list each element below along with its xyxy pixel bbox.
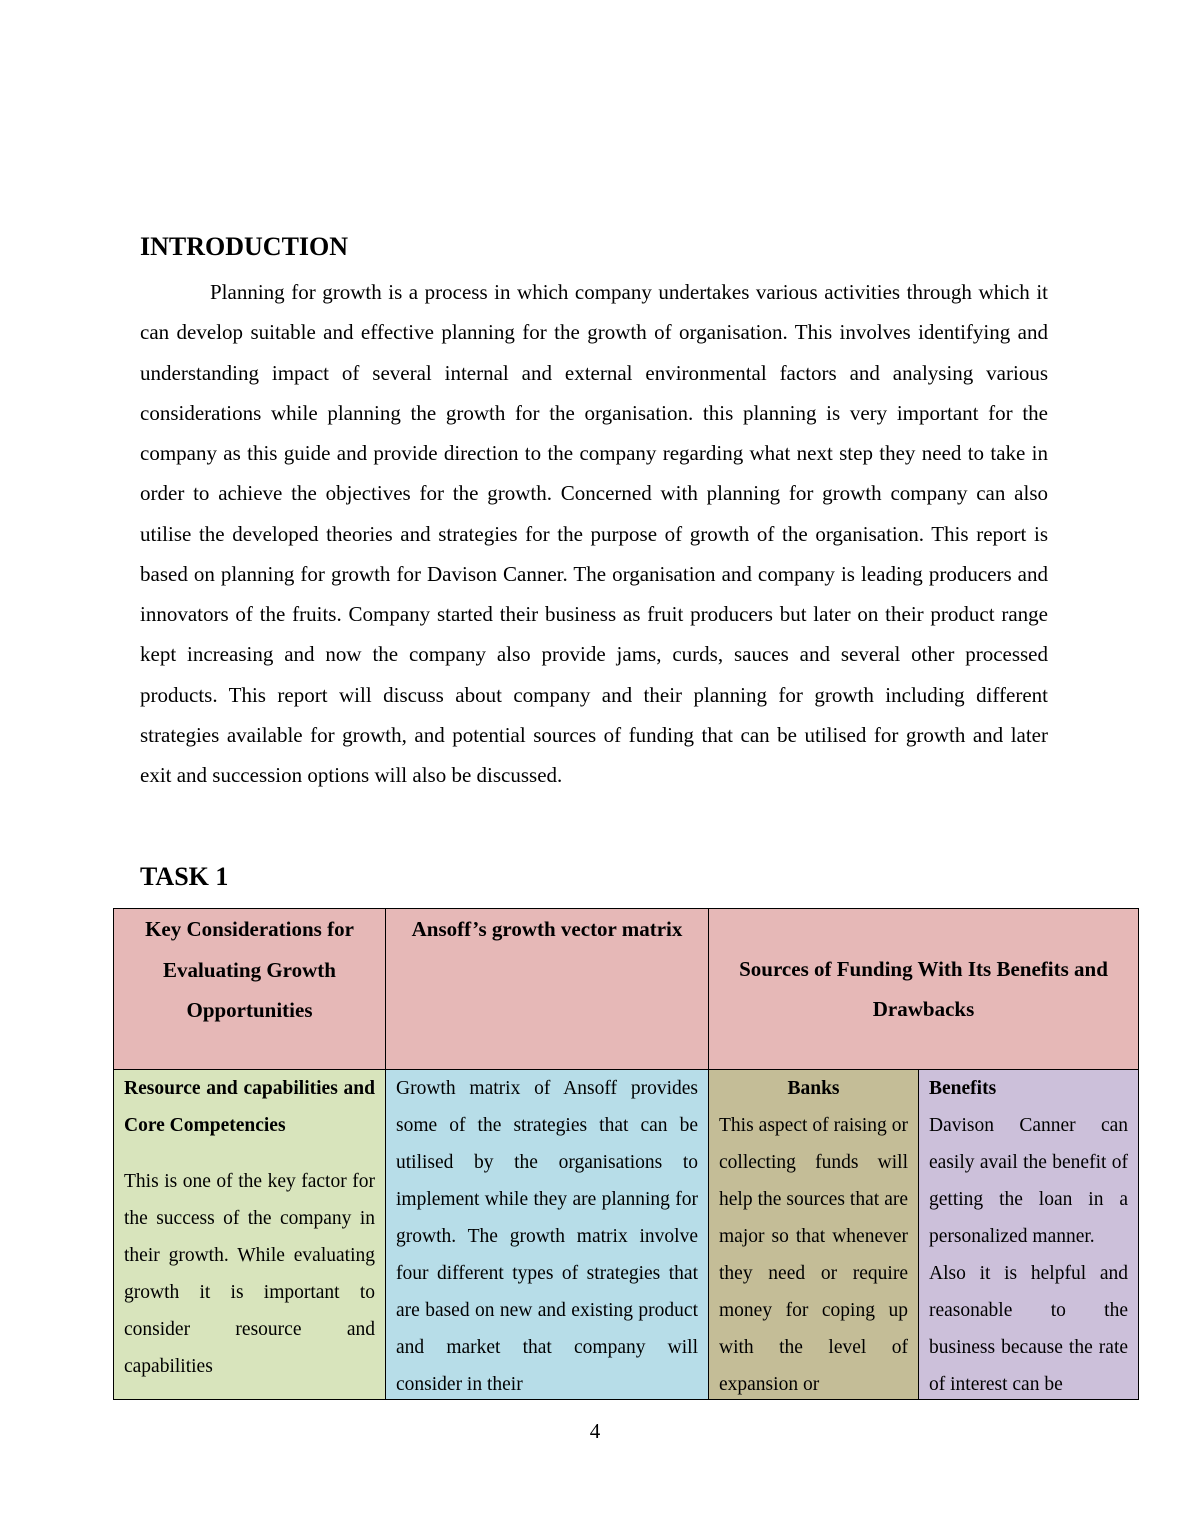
introduction-paragraph: Planning for growth is a process in which company undertakes various activities through which it can develop suitable and effective planning for the growth of organisation. This involves identifying and understanding impact of several internal and external environmental factors and analysing various considerations while planning the growth for the organisation. this planning is very important for the company as this guide and provide direction to the company regarding what next step they need to take in order to achieve the objectives for the growth. Concerned with planning for growth company can also utilise the developed theories and strategies for the purpose of growth of the organisation. This report is based on planning for growth for Davison Canner. The organisation and company is leading producers and innovators of the fruits. Company started their business as fruit producers but later on their product range kept increasing and now the company also provide jams, curds, sauces and several other processed products. This report will discuss about company and their planning for growth including different strategies available for growth, and potential sources of funding that can be utilised for growth and later exit and succession options will also be discussed.	[140, 280, 1048, 787]
page-number: 4	[589, 1419, 601, 1443]
header-key-considerations: Key Considerations for Evaluating Growth Opportunities	[114, 909, 386, 1070]
header-sources-of-funding: Sources of Funding With Its Benefits and Drawbacks	[709, 909, 1139, 1070]
cell-key-considerations	[114, 1070, 386, 1400]
benefits-text-2: Also it is helpful and reasonable to the business because the rate of interest can be	[929, 1263, 1129, 1395]
benefits-title: Benefits	[929, 1078, 997, 1099]
header-ansoff-matrix: Ansoff’s growth vector matrix	[386, 909, 709, 1070]
resource-capabilities-text: This is one of the key factor for the success of the company in their growth. While evaluating growth it is important to consider resource and capabilities	[124, 1171, 375, 1377]
cell-banks	[709, 1070, 919, 1400]
introduction-heading: INTRODUCTION	[140, 232, 349, 261]
table-header-row	[114, 909, 1139, 1070]
banks-text: This aspect of raising or collecting funds will help the sources that are major so that whenever they need or require money for coping up with the level of expansion or	[719, 1115, 908, 1395]
resource-capabilities-title: Resource and capabilities and Core Competencies	[124, 1078, 375, 1136]
cell-ansoff-matrix	[386, 1070, 709, 1400]
table-row	[114, 1070, 1139, 1400]
banks-title: Banks	[787, 1078, 840, 1099]
task-1-heading: TASK 1	[140, 862, 229, 891]
cell-benefits	[919, 1070, 1139, 1400]
ansoff-matrix-text: Growth matrix of Ansoff provides some of the strategies that can be utilised by the organisations to implement while they are planning for growth. The growth matrix involve four different types of strategies that are based on new and existing product and market that company will consider in their	[396, 1078, 698, 1395]
task-1-table	[113, 908, 1139, 1400]
benefits-text-1: Davison Canner can easily avail the benefit of getting the loan in a personalized manner.	[929, 1115, 1129, 1247]
